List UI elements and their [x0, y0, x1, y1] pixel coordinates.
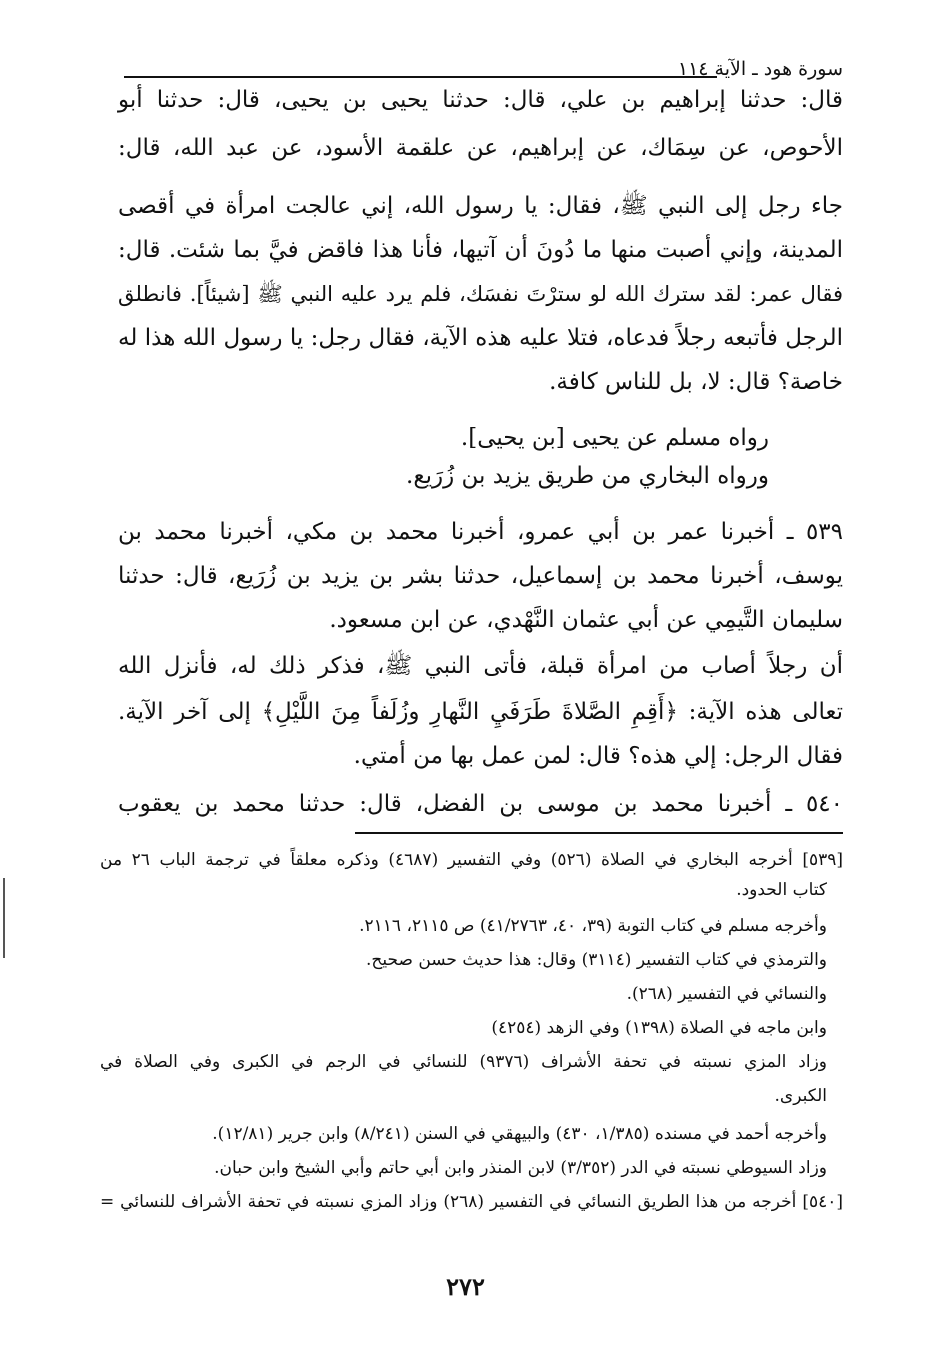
footnote-divider: [355, 832, 843, 834]
text-line: أن رجلاً أصاب من امرأة قبلة، فأتى النبي ﷺ، فذكر ذلك له، فأنزل الله: [118, 653, 843, 679]
text-line: ورواه البخاري من طريق يزيد بن زُرَيع.: [406, 463, 769, 489]
page-number: ٢٧٢: [446, 1272, 485, 1301]
footnote-line: وأخرجه مسلم في كتاب التوبة (٣٩، ٤٠، ٤١/٢٧٦٣) ص ٢١١٥، ٢١١٦.: [359, 916, 827, 936]
footnote-line: [٥٣٩] أخرجه البخاري في الصلاة (٥٢٦) وفي التفسير (٤٦٨٧) وذكره معلقاً في ترجمة الباب ٢٦ من: [100, 850, 843, 870]
text-line: خاصة؟ قال: لا، بل للناس كافة.: [549, 369, 843, 395]
text-line: يوسف، أخبرنا محمد بن إسماعيل، حدثنا بشر بن يزيد بن زُرَيع، قال: حدثنا: [118, 563, 843, 589]
quran-verse-line: تعالى هذه الآية: ﴿أَقِمِ الصَّلاةَ طَرَفَيِ النَّهارِ وزُلَفاً مِنَ اللَّيْلِ﴾ إلى آخر الآية.: [118, 699, 843, 725]
text-line: الأحوص، عن سِمَاك، عن إبراهيم، عن علقمة الأسود، عن عبد الله، قال:: [118, 135, 843, 161]
scan-edge-mark: [3, 878, 5, 958]
text-line: فقال الرجل: إلي هذه؟ قال: لمن عمل بها من أمتي.: [353, 743, 843, 769]
header-divider: [124, 76, 717, 78]
footnote-line: الكبرى.: [774, 1086, 827, 1106]
hadith-540-line: ٥٤٠ ـ أخبرنا محمد بن موسى بن الفضل، قال: حدثنا محمد بن يعقوب: [118, 791, 843, 817]
footnote-line: وأخرجه أحمد في مسنده (١/٣٨٥، ٤٣٠) والبيهقي في السنن (٨/٢٤١) وابن جرير (١٢/٨١).: [212, 1124, 827, 1144]
footnote-line: والنسائي في التفسير (٢٦٨).: [626, 984, 827, 1004]
footnote-line: كتاب الحدود.: [736, 880, 827, 900]
text-line: قال: حدثنا إبراهيم بن علي، قال: حدثنا يحيى بن يحيى، قال: حدثنا أبو: [118, 87, 843, 113]
footnote-line: وزاد السيوطي نسبته في الدر (٣/٣٥٢) لابن المنذر وابن أبي حاتم وأبي الشيخ وابن حبان.: [214, 1158, 827, 1178]
hadith-539-line: ٥٣٩ ـ أخبرنا عمر بن أبي عمرو، أخبرنا محمد بن مكي، أخبرنا محمد بن: [118, 519, 843, 545]
text-line: فقال عمر: لقد سترك الله لو سترْتَ نفسَك، فلم يرد عليه النبي ﷺ [شيئاً]. فانطلق: [118, 282, 843, 306]
running-header: سورة هود ـ الآية ١١٤: [677, 58, 843, 80]
footnote-line: [٥٤٠] أخرجه من هذا الطريق النسائي في التفسير (٢٦٨) وزاد المزي نسبته في تحفة الأشراف للنسائي =: [100, 1192, 843, 1212]
footnote-line: والترمذي في كتاب التفسير (٣١١٤) وقال: هذا حديث حسن صحيح.: [366, 950, 827, 970]
text-line: جاء رجل إلى النبي ﷺ، فقال: يا رسول الله، إني عالجت امرأة في أقصى: [118, 193, 843, 219]
footnote-line: وزاد المزي نسبته في تحفة الأشراف (٩٣٧٦) للنسائي في الرجم في الكبرى وفي الصلاة في: [100, 1052, 827, 1072]
text-line: سليمان التَّيمِي عن أبي عثمان النَّهْدي، عن ابن مسعود.: [329, 607, 843, 633]
text-line: المدينة، وإني أصبت منها ما دُونَ أن آتيها، فأنا هذا فاقض فيَّ بما شئت. قال:: [118, 237, 843, 263]
footnote-line: وابن ماجه في الصلاة (١٣٩٨) وفي الزهد (٤٢٥٤): [491, 1018, 827, 1038]
text-line: رواه مسلم عن يحيى [بن يحيى].: [460, 425, 769, 451]
text-line: الرجل فأتبعه رجلاً فدعاه، فتلا عليه هذه الآية، فقال رجل: يا رسول الله هذا له: [118, 325, 843, 351]
